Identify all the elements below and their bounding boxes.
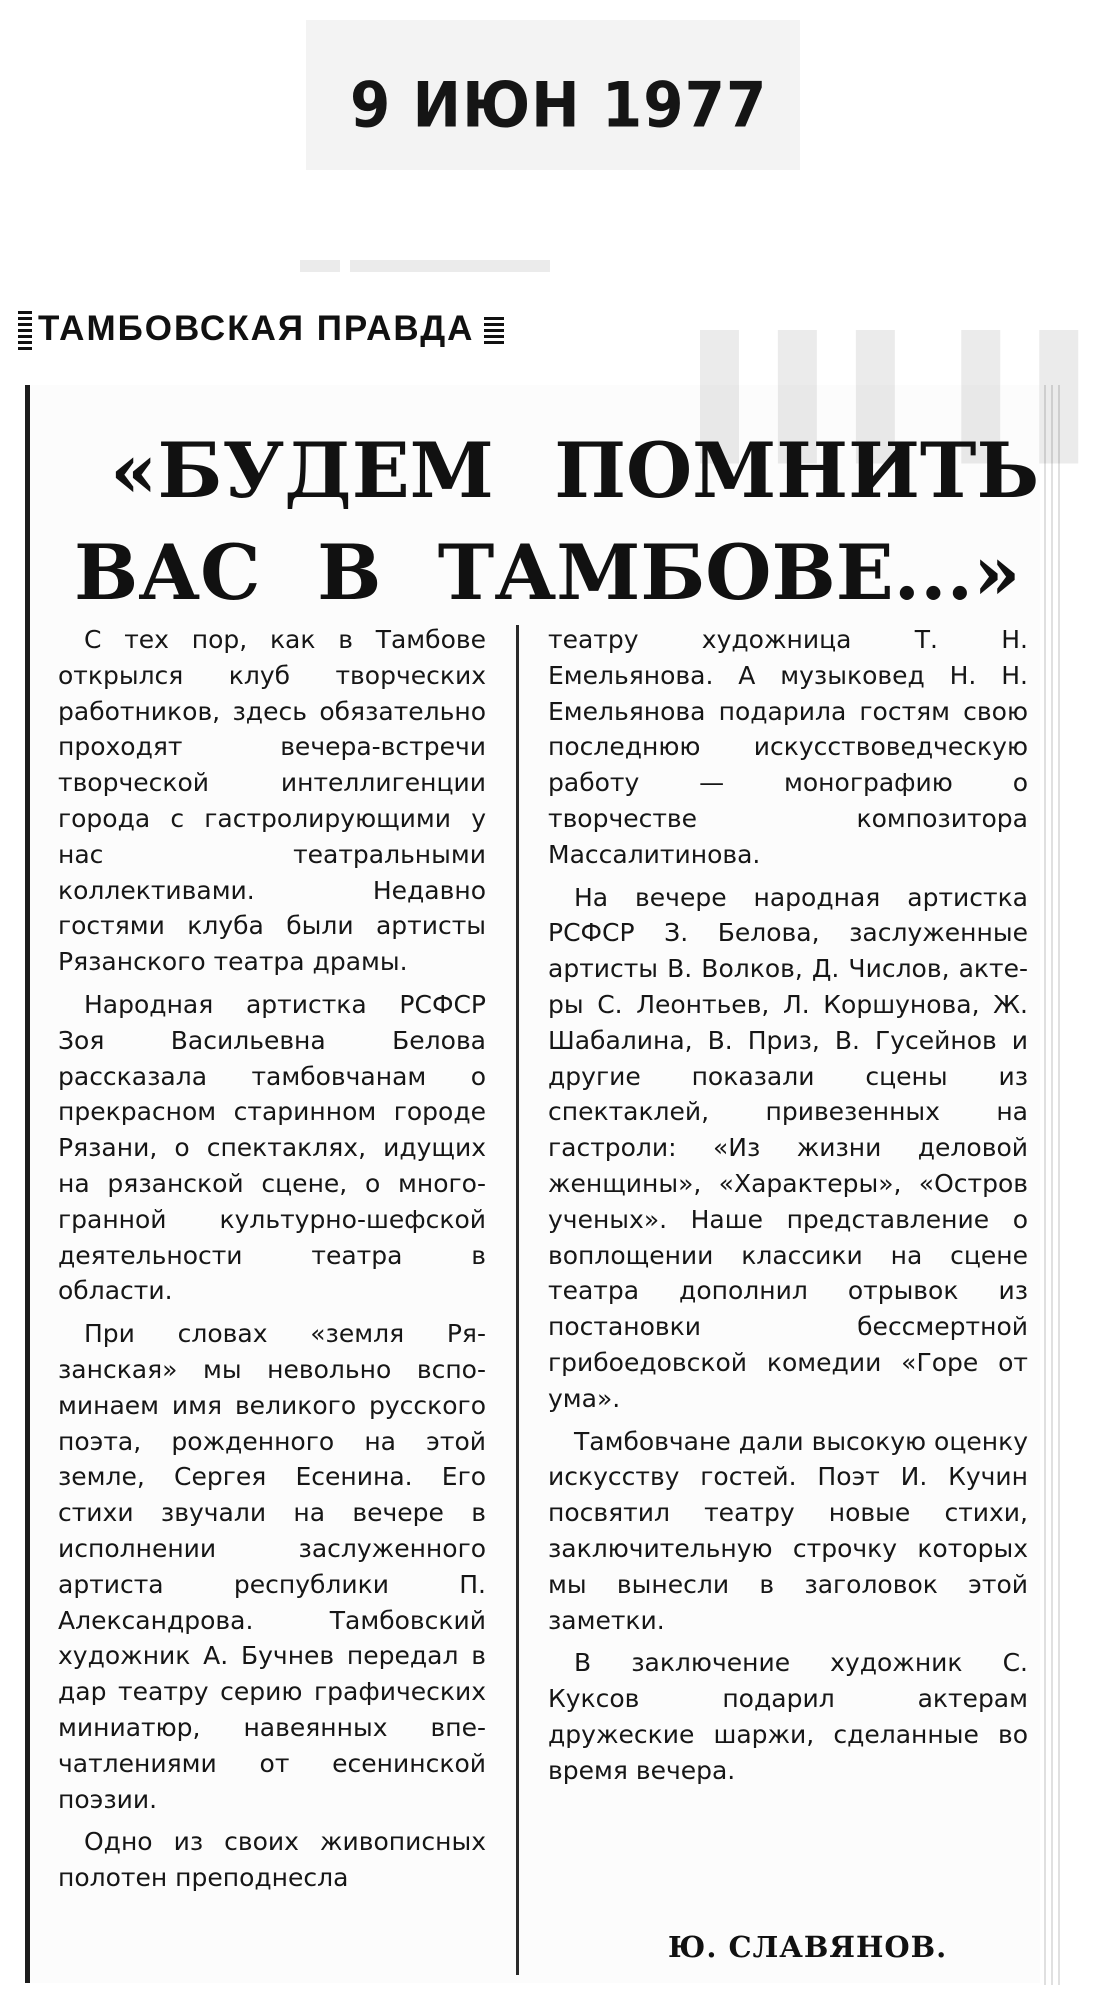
- paragraph: Народная артистка РСФСР Зоя Васильевна Белова рассказала тамбовчанам о прекрасном старинном городе Рязани, о спектаклях, идущих на рязанской сцене, о многогранной культурно-шефской деятельности театра в области.: [58, 989, 486, 1306]
- article-column-right: [548, 622, 1028, 1796]
- column-divider: [516, 625, 519, 1975]
- paragraph: Тамбовчане дали высокую оценку искусству гостей. Поэт И. Кучин посвятил театру новые стихи, заключительную строчку которых мы вынесли в заголовок этой заметки.: [548, 1426, 1028, 1635]
- article-column-left: [58, 622, 486, 1903]
- article-headline: [48, 420, 1040, 624]
- masthead-ornament: [484, 314, 504, 344]
- author-signature: Ю. СЛАВЯНОВ.: [668, 1930, 948, 1964]
- bleed-through-text: ▬ ▬▬▬▬▬: [300, 236, 550, 281]
- paragraph: На вечере народная артистка РСФСР З. Белова, заслуженные артисты В. Волков, Д. Числов, актеры С. Леонтьев, Л. Коршунова, Ж. Шабалина, В. Приз, В. Гусейнов и другие показали сцены из спектаклей, привезенных на гастроли: «Из жизни деловой женщины», «Характеры», «Остров ученых». Наше представление о воплощении классики на сцене театра дополнил отрывок из постановки бессмертной грибоедовской комедии «Горе от ума».: [548, 882, 1028, 1413]
- date-stamp: 9 ИЮН 1977: [350, 68, 768, 142]
- headline-line: «БУДЕМ ПОМНИТЬ: [110, 426, 1040, 515]
- paragraph: Одно из своих живописных полотен преподнесла: [58, 1827, 486, 1893]
- paragraph: театру художница Т. Н. Емельянова. А музыковед Н. Н. Емельянова подарила гостям свою последнюю искусствоведческую работу — монографию о творчестве композитора Массалитинова.: [548, 625, 1028, 869]
- paragraph: В заключение художник С. Куксов подарил актерам дружеские шаржи, сделанные во время вечера.: [548, 1648, 1028, 1785]
- paragraph: С тех пор, как в Тамбове открылся клуб творческих работников, здесь обязательно проходят вечера-встречи творческой интеллигенции города с гастролирующими у нас театральными коллективами. Недавно гостями клуба были артисты Рязанского театра драмы.: [58, 625, 486, 977]
- paragraph: При словах «земля Рязанская» мы невольно вспоминаем имя великого русского поэта, рожденного на этой земле, Сергея Есенина. Его стихи звучали на вечере в исполнении заслуженного артиста республики П. Александрова. Тамбовский художник А. Бучнев передал в дар театру серию графических миниатюр, навеянных впечатлениями от есенинской поэзии.: [58, 1319, 486, 1814]
- newspaper-name: ТАМБОВСКАЯ ПРАВДА: [38, 309, 475, 348]
- headline-line: ВАС В ТАМБОВЕ...»: [74, 528, 1021, 617]
- masthead-ornament: [18, 308, 32, 350]
- torn-edge: [1044, 385, 1062, 1985]
- newspaper-masthead: [18, 300, 598, 358]
